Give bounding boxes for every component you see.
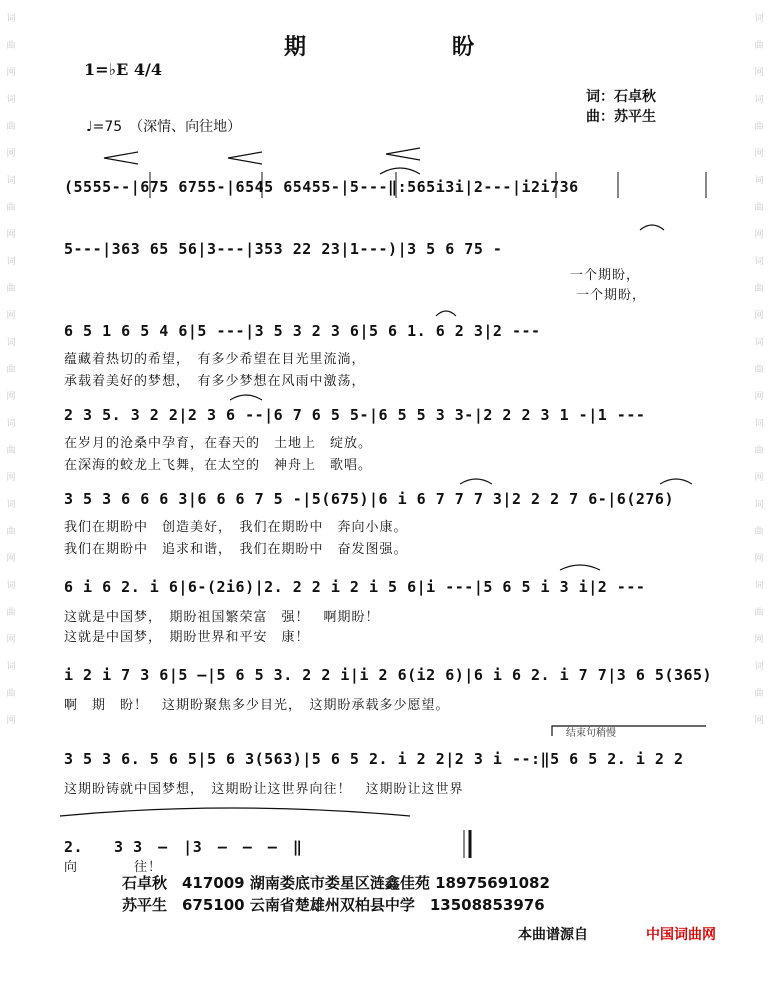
watermark-right: 词 曲 网 词 曲 网 词 曲 网 词 曲 网 词 曲 网 词 曲 网 词 曲 网 词 曲 网 词 曲 网 bbox=[754, 14, 764, 726]
contact-lyricist: 石卓秋 417009 湖南娄底市娄星区涟鑫佳苑 18975691082 bbox=[122, 874, 550, 892]
crescendo-mark bbox=[386, 148, 420, 160]
notation-row: 5---|363 65 56|3---|353 22 23|1---)|3 5 6 75 - bbox=[64, 240, 503, 258]
slur-mark bbox=[660, 479, 692, 484]
lyrics-verse-2: 承载着美好的梦想， 有多少梦想在风雨中激荡， bbox=[64, 374, 366, 389]
lyricist-credit: 词：石卓秋 bbox=[586, 89, 656, 105]
slur-mark bbox=[380, 168, 420, 174]
lyrics-verse-1: 一个期盼， bbox=[570, 268, 641, 283]
lyrics-verse-2: 这就是中国梦， 期盼世界和平安 康！ bbox=[64, 630, 310, 645]
slur-mark bbox=[640, 225, 664, 230]
lyrics-verse-1: 在岁月的沧桑中孕育，在春天的 土地上 绽放。 bbox=[64, 436, 373, 451]
crescendo-mark bbox=[104, 152, 138, 164]
notation-row: 2 3 5. 3 2 2|2 3 6 --|6 7 6 5 5-|6 5 5 3 3-|2 2 2 3 1 -|1 --- bbox=[64, 406, 646, 424]
ending-note: 结束句稍慢 bbox=[566, 728, 616, 739]
tie-mark bbox=[60, 808, 410, 816]
slur-mark bbox=[460, 479, 492, 484]
notation-row: 3 5 3 6. 5 6 5|5 6 3(563)|5 6 5 2. i 2 2|2 3 i --:‖5 6 5 2. i 2 2 bbox=[64, 750, 684, 768]
key-signature: 1=♭E 4/4 bbox=[84, 60, 162, 79]
lyrics-verse-1: 这期盼铸就中国梦想， 这期盼让这世界向往！ 这期盼让这世界 bbox=[64, 782, 464, 797]
ending-bracket bbox=[552, 726, 706, 736]
notation-row: i 2 i 7 3 6|5 —|5 6 5 3. 2 2 i|i 2 6(i2 6)|6 i 6 2. i 7 7|3 6 5(365) bbox=[64, 666, 713, 684]
slur-mark bbox=[436, 311, 456, 316]
lyrics-verse-1: 我们在期盼中 创造美好， 我们在期盼中 奔向小康。 bbox=[64, 520, 408, 535]
notation-row: 3 5 3 6 6 6 3|6 6 6 7 5 -|5(675)|6 i 6 7 7 7 3|2 2 2 7 6-|6(276) bbox=[64, 490, 674, 508]
slur-mark bbox=[230, 395, 262, 400]
song-title: 期 盼 bbox=[284, 34, 477, 60]
slur-mark bbox=[560, 565, 600, 570]
lyrics-verse-1: 向 往！ bbox=[64, 860, 163, 875]
lyrics-verse-2: 我们在期盼中 追求和谐， 我们在期盼中 奋发图强。 bbox=[64, 542, 408, 557]
lyrics-verse-2: 一个期盼， bbox=[576, 288, 647, 303]
lyrics-verse-1: 蕴藏着热切的希望， 有多少希望在目光里流淌， bbox=[64, 352, 366, 367]
lyrics-verse-2: 在深海的蛟龙上飞舞，在太空的 神舟上 歌唱。 bbox=[64, 458, 373, 473]
crescendo-mark bbox=[228, 152, 262, 164]
lyrics-verse-1: 啊 期 盼！ 这期盼聚焦多少目光， 这期盼承载多少愿望。 bbox=[64, 698, 450, 713]
watermark-left: 词 曲 网 词 曲 网 词 曲 网 词 曲 网 词 曲 网 词 曲 网 词 曲 网 词 曲 网 词 曲 网 bbox=[6, 14, 16, 726]
source-label: 本曲谱源自 bbox=[518, 927, 588, 943]
notation-row: 6 i 6 2. i 6|6-(2i6)|2. 2 2 i 2 i 5 6|i ---|5 6 5 i 3 i|2 --- bbox=[64, 578, 646, 596]
tempo-marking: ♩=75 （深情、向往地） bbox=[86, 119, 242, 135]
composer-credit: 曲：苏平生 bbox=[586, 109, 656, 125]
lyrics-verse-1: 这就是中国梦， 期盼祖国繁荣富 强！ 啊期盼！ bbox=[64, 610, 380, 625]
source-site-link[interactable]: 中国词曲网 bbox=[646, 927, 716, 943]
notation-row: 6 5 1 6 5 4 6|5 ---|3 5 3 2 3 6|5 6 1. 6 2 3|2 --- bbox=[64, 322, 541, 340]
notation-row: (5555--|675 6755-|6545 65455-|5---‖:565i3i|2---|i2i736 bbox=[64, 178, 579, 196]
contact-composer: 苏平生 675100 云南省楚雄州双柏县中学 13508853976 bbox=[122, 896, 545, 914]
notation-row: 2. 3 3 — |3 — — — ‖ bbox=[64, 838, 303, 856]
